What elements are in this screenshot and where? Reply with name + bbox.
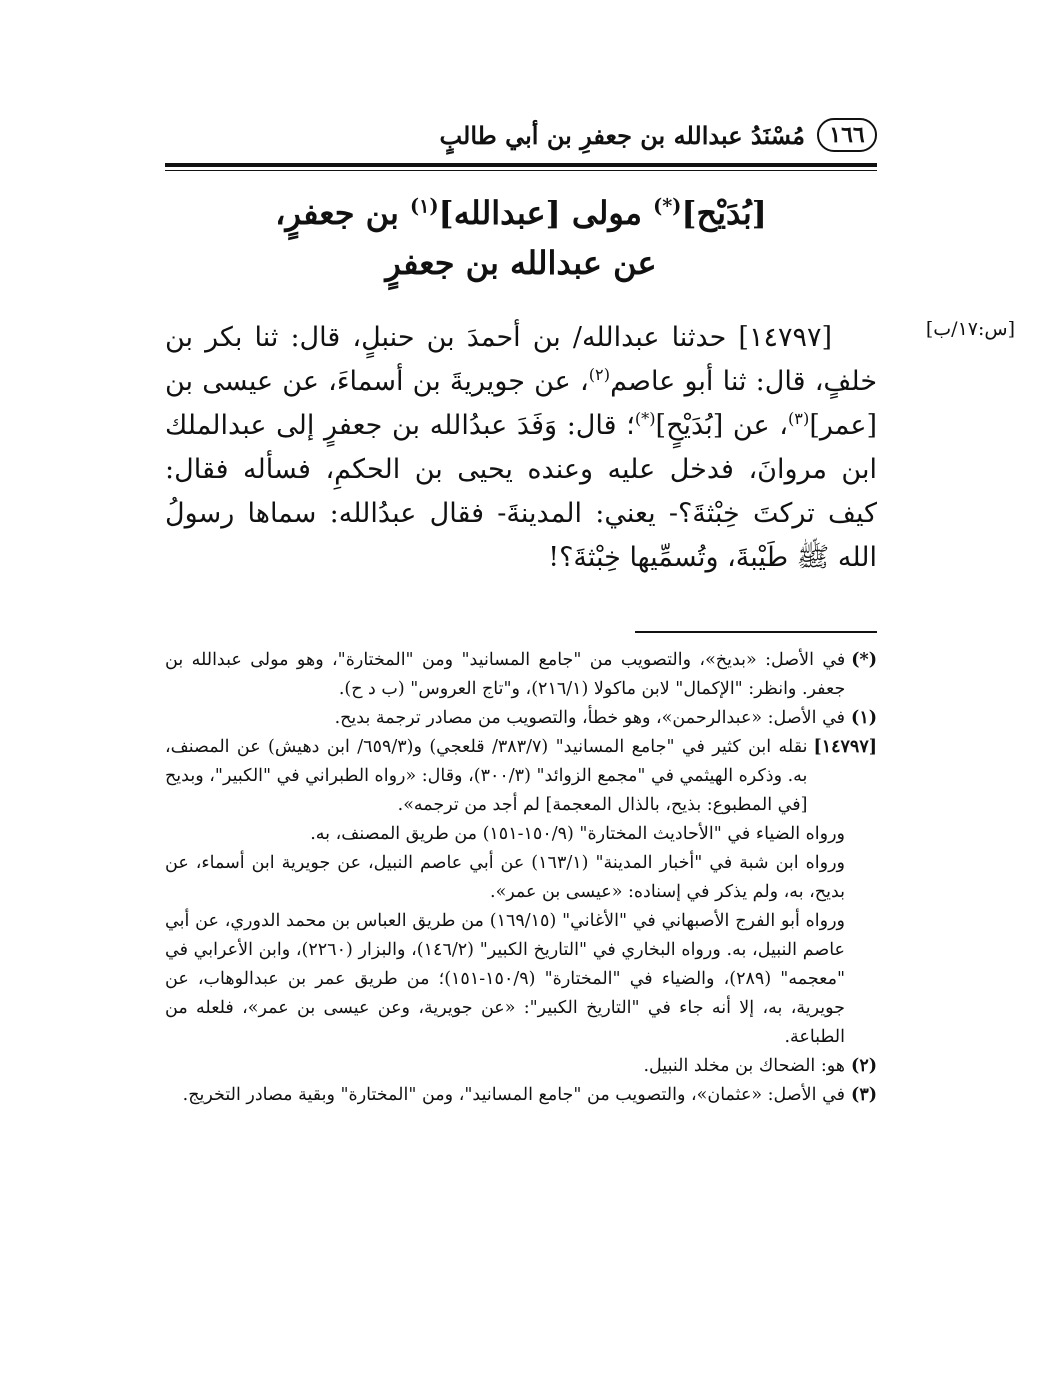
- footnote-text: هو: الضحاك بن مخلد النبيل.: [643, 1056, 846, 1076]
- takhrij-paragraph: نقله ابن كثير في "جامع المسانيد" (٣٨٣/٧/ قلعجي) و(٦٥٩/٣/ ابن دهيش) عن المصنف، به. وذكره الهيثمي في "مجمع الزوائد" (٣٠٠/٣)، وقال: «رواه الطبراني في "الكبير"، وبديح [في المطبوع: بذيح، بالذال المعجمة] لم أجد من ترجمه».: [165, 737, 808, 815]
- takhrij-paragraph: ورواه أبو الفرج الأصبهاني في "الأغاني" (١٦٩/١٥) من طريق العباس بن محمد الدوري، عن أبي عاصم النبيل، به. ورواه البخاري في "التاريخ الكبير" (١٤٦/٢)، والبزار (٢٢٦٠)، وابن الأعرابي في "معجمه" (٢٨٩)، والضياء في "المختارة" (١٥٠/٩-١٥١)؛ من طريق عمر بن عبدالوهاب، عن جويرية، به، إلا أنه جاء في "التاريخ الكبير": «عن جويرية، وعن عيسى بن عمر»، فلعله من الطباعة.: [165, 911, 845, 1047]
- hadith-segment: [١٤٧٩٧] حدثنا عبدالله/ بن أحمدَ بن حنبلٍ، قال: ثنا بكر بن خلفٍ، قال: ثنا أبو عاصم: [165, 322, 878, 397]
- heading-patron: مولى [عبدالله]: [438, 194, 654, 232]
- hadith-segment: ، عن جويريةَ بن أسماءَ، عن عيسى بن [عمر]: [165, 366, 877, 441]
- footnote-2: [165, 1052, 877, 1081]
- footnote-text: في الأصل: «بديخ»، والتصويب من "جامع المسانيد" ومن "المختارة"، وهو مولى عبدالله بن جعفر. وانظر: "الإكمال" لابن ماكولا (٢١٦/١)، و"تاج العروس" (ب د ح).: [165, 650, 846, 699]
- footnote-asterisk: [165, 646, 877, 704]
- footnotes: [165, 646, 877, 1110]
- header-rule-thin: [165, 170, 877, 171]
- heading-line-1: [165, 188, 877, 238]
- manuscript-margin-reference: [س:١٧/ب]: [925, 318, 1015, 340]
- hadith-segment: ؛ قال: وَفَدَ عبدُالله بن جعفرٍ إلى عبدالملك ابن مروانَ، فدخل عليه وعنده يحيى بن الحكمِ، فسأله فقال: كيف تركتَ خِبْثةَ؟- يعني: المدينةَ- فقال عبدُالله: سماها رسولُ الله ﷺ طَيْبةَ، وتُسمِّيها خِبْثةَ؟!: [165, 410, 877, 573]
- footnote-ref[interactable]: (*): [634, 409, 656, 428]
- takhrij-paragraph: ورواه الضياء في "الأحاديث المختارة" (١٥٠/٩-١٥١) من طريق المصنف، به.: [310, 824, 845, 844]
- footnote-takhrij: [165, 733, 877, 820]
- hadith-text: [165, 316, 877, 580]
- footnote-label: (١): [851, 708, 877, 728]
- footnote-ref[interactable]: (*): [653, 194, 682, 218]
- footnote-text: في الأصل: «عبدالرحمن»، وهو خطأ، والتصويب من مصادر ترجمة بديح.: [334, 708, 846, 728]
- footnote-label: (٢): [851, 1056, 877, 1076]
- running-header: [165, 112, 877, 158]
- heading-lineage: بن جعفرٍ،: [275, 194, 411, 232]
- hadith-paragraph: [165, 316, 877, 580]
- running-title: مُسْنَدُ عبدالله بن جعفرِ بن أبي طالبٍ: [439, 120, 805, 150]
- footnote-3: [165, 1081, 877, 1110]
- hadith-segment: ، عن [بُدَيْحٍ]: [655, 410, 788, 441]
- takhrij-continuation: [165, 820, 877, 1052]
- takhrij-paragraph: ورواه ابن شبة في "أخبار المدينة" (١٦٣/١) عن أبي عاصم النبيل، عن جويرية ابن أسماء، عن بديح، به، ولم يذكر في إسناده: «عيسى بن عمر».: [165, 853, 846, 902]
- footnote-text: في الأصل: «عثمان»، والتصويب من "جامع المسانيد"، ومن "المختارة" وبقية مصادر التخريج.: [182, 1085, 846, 1105]
- footnote-text: [165, 733, 807, 820]
- footnote-label: (٣): [851, 1085, 877, 1105]
- heading-name: [بُدَيْح]: [681, 194, 767, 232]
- footnote-1: [165, 704, 877, 733]
- page-number: ١٦٦: [817, 118, 877, 152]
- heading-line-2: عن عبدالله بن جعفرٍ: [385, 244, 657, 282]
- footnote-label: (*): [851, 650, 877, 670]
- footnote-ref[interactable]: (٣): [787, 409, 810, 428]
- footnote-label: [١٤٧٩٧]: [813, 737, 877, 757]
- header-rule-thick: [165, 163, 877, 167]
- footnote-separator: [635, 631, 877, 633]
- chapter-heading: [165, 188, 877, 288]
- footnote-ref[interactable]: (١): [410, 194, 439, 218]
- footnote-ref[interactable]: (٢): [588, 365, 611, 384]
